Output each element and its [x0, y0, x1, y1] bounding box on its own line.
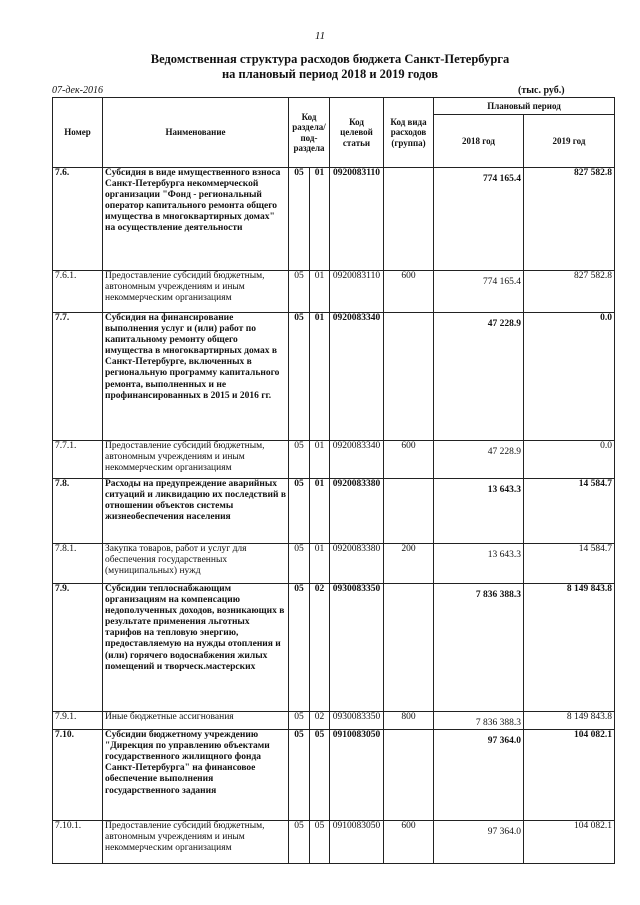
- row-amount-2018: 47 228.9: [434, 313, 524, 441]
- table-row: [53, 168, 615, 271]
- table-row: [53, 730, 615, 821]
- row-number: 7.7.1.: [53, 441, 103, 479]
- row-name: Предоставление субсидий бюджетным, автономным учреждениям и иным некоммерческим организациям: [103, 821, 289, 864]
- title-line-1: Ведомственная структура расходов бюджета Санкт-Петербурга: [150, 52, 510, 66]
- row-amount-2018: 7 836 388.3: [434, 584, 524, 712]
- row-expense-code: [384, 313, 434, 441]
- table-row: [53, 584, 615, 712]
- header-year-2018: 2018 год: [434, 115, 524, 168]
- row-name: Субсидия на финансирование выполнения услуг и (или) работ по капитальному ремонту общего имущества в многоквартирных домах в Санкт-Петербурге, включенных в региональную программу капитального ремонта, выполненных и не профинансированных в 2015 и 2016 гг.: [103, 313, 289, 441]
- table-body: [53, 168, 615, 864]
- row-expense-code: 200: [384, 544, 434, 584]
- header-target-code: Код целевой статьи: [330, 98, 384, 168]
- row-amount-2019: 8 149 843.8: [524, 584, 615, 712]
- page-number: 11: [314, 30, 326, 42]
- units-label: (тыс. руб.): [518, 85, 565, 96]
- table-row: [53, 479, 615, 544]
- header-name: Наименование: [103, 98, 289, 168]
- row-number: 7.6.: [53, 168, 103, 271]
- row-subsection: 02: [310, 584, 330, 712]
- table-row: [53, 441, 615, 479]
- table-row: [53, 313, 615, 441]
- row-name: Предоставление субсидий бюджетным, автономным учреждениям и иным некоммерческим организациям: [103, 271, 289, 313]
- row-name: Расходы на предупреждение аварийных ситуаций и ликвидацию их последствий в отношении объектов системы жизнеобеспечения населения: [103, 479, 289, 544]
- row-amount-2018: 13 643.3: [434, 479, 524, 544]
- row-target-code: 0920083340: [330, 441, 384, 479]
- row-section: 05: [289, 271, 310, 313]
- row-target-code: 0910083050: [330, 730, 384, 821]
- row-subsection: 01: [310, 168, 330, 271]
- row-name: Субсидии бюджетному учреждению "Дирекция по управлению объектами государственного жилищного фонда Санкт-Петербурга" на финансовое обеспечение выполнения государственного задания: [103, 730, 289, 821]
- row-number: 7.10.: [53, 730, 103, 821]
- row-number: 7.10.1.: [53, 821, 103, 864]
- row-target-code: 0920083110: [330, 271, 384, 313]
- title-line-2: на плановый период 2018 и 2019 годов: [221, 67, 439, 81]
- header-expense-code: Код вида расходов (группа): [384, 98, 434, 168]
- row-subsection: 01: [310, 479, 330, 544]
- row-target-code: 0930083350: [330, 712, 384, 730]
- row-expense-code: [384, 584, 434, 712]
- row-expense-code: [384, 730, 434, 821]
- row-number: 7.9.: [53, 584, 103, 712]
- table-row: [53, 544, 615, 584]
- row-expense-code: 600: [384, 271, 434, 313]
- page-title: [60, 52, 600, 82]
- row-amount-2019: 104 082.1: [524, 730, 615, 821]
- row-subsection: 01: [310, 441, 330, 479]
- row-subsection: 01: [310, 313, 330, 441]
- budget-table: [52, 97, 615, 864]
- row-amount-2018: 7 836 388.3: [434, 712, 524, 730]
- row-subsection: 05: [310, 821, 330, 864]
- row-section: 05: [289, 584, 310, 712]
- row-number: 7.6.1.: [53, 271, 103, 313]
- row-amount-2019: 827 582.8: [524, 168, 615, 271]
- row-subsection: 02: [310, 712, 330, 730]
- row-section: 05: [289, 441, 310, 479]
- row-section: 05: [289, 168, 310, 271]
- row-name: Закупка товаров, работ и услуг для обеспечения государственных (муниципальных) нужд: [103, 544, 289, 584]
- row-amount-2019: 0.0: [524, 441, 615, 479]
- row-amount-2018: 97 364.0: [434, 730, 524, 821]
- row-section: 05: [289, 730, 310, 821]
- row-amount-2019: 8 149 843.8: [524, 712, 615, 730]
- row-expense-code: 800: [384, 712, 434, 730]
- row-amount-2019: 827 582.8: [524, 271, 615, 313]
- row-name: Субсидии теплоснабжающим организациям на компенсацию недополученных доходов, возникающих в результате применения льготных тарифов на тепловую энергию, предоставляемую на нужды отопления и (или) горячего водоснабжения жилых помещений и творческ.мастерских: [103, 584, 289, 712]
- row-target-code: 0910083050: [330, 821, 384, 864]
- row-amount-2019: 14 584.7: [524, 544, 615, 584]
- table-row: [53, 271, 615, 313]
- row-section: 05: [289, 313, 310, 441]
- row-amount-2019: 14 584.7: [524, 479, 615, 544]
- row-number: 7.8.1.: [53, 544, 103, 584]
- row-section: 05: [289, 544, 310, 584]
- row-target-code: 0920083380: [330, 479, 384, 544]
- row-name: Иные бюджетные ассигнования: [103, 712, 289, 730]
- row-amount-2018: 774 165.4: [434, 168, 524, 271]
- header-year-2019: 2019 год: [524, 115, 615, 168]
- row-section: 05: [289, 821, 310, 864]
- row-number: 7.8.: [53, 479, 103, 544]
- row-subsection: 01: [310, 544, 330, 584]
- row-section: 05: [289, 712, 310, 730]
- row-expense-code: 600: [384, 441, 434, 479]
- row-number: 7.7.: [53, 313, 103, 441]
- header-section-code: Код раздела/ под-раздела: [289, 98, 330, 168]
- row-section: 05: [289, 479, 310, 544]
- row-number: 7.9.1.: [53, 712, 103, 730]
- row-target-code: 0920083340: [330, 313, 384, 441]
- row-name: Субсидия в виде имущественного взноса Санкт-Петербурга некоммерческой организации "Фонд - региональный оператор капитального ремонта общего имущества в многоквартирных домах" на осуществление деятельности: [103, 168, 289, 271]
- row-target-code: 0920083110: [330, 168, 384, 271]
- row-subsection: 01: [310, 271, 330, 313]
- row-amount-2018: 97 364.0: [434, 821, 524, 864]
- row-name: Предоставление субсидий бюджетным, автономным учреждениям и иным некоммерческим организациям: [103, 441, 289, 479]
- document-date: 07-дек-2016: [52, 85, 103, 96]
- row-amount-2019: 0.0: [524, 313, 615, 441]
- row-target-code: 0930083350: [330, 584, 384, 712]
- row-amount-2018: 13 643.3: [434, 544, 524, 584]
- row-expense-code: [384, 479, 434, 544]
- row-amount-2018: 47 228.9: [434, 441, 524, 479]
- table-row: [53, 821, 615, 864]
- row-expense-code: 600: [384, 821, 434, 864]
- header-plan-period: Плановый период: [434, 98, 615, 115]
- row-expense-code: [384, 168, 434, 271]
- row-amount-2018: 774 165.4: [434, 271, 524, 313]
- row-amount-2019: 104 082.1: [524, 821, 615, 864]
- row-subsection: 05: [310, 730, 330, 821]
- table-row: [53, 712, 615, 730]
- row-target-code: 0920083380: [330, 544, 384, 584]
- header-number: Номер: [53, 98, 103, 168]
